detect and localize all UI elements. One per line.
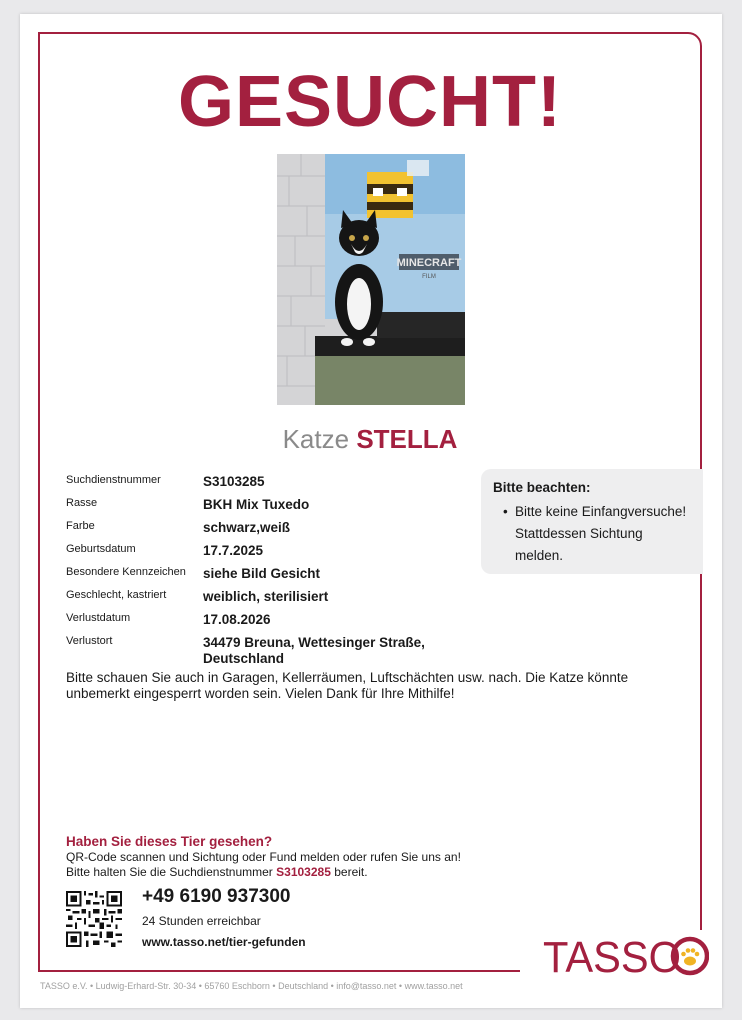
- tasso-logo: [543, 934, 709, 978]
- seen-instruction: QR-Code scannen und Sichtung oder Fund melden oder rufen Sie uns an!: [66, 850, 461, 864]
- detail-value: weiblich, sterilisiert: [203, 589, 329, 604]
- detail-label: Farbe: [66, 520, 95, 532]
- detail-label: Besondere Kennzeichen: [66, 566, 186, 578]
- detail-label: Rasse: [66, 497, 98, 509]
- detail-label: Geburtsdatum: [66, 543, 136, 555]
- detail-label: Suchdienstnummer: [66, 474, 161, 486]
- logo-text: TASSO: [543, 934, 681, 978]
- reference-number: S3103285: [276, 865, 331, 879]
- seen-reference-line: [66, 865, 666, 880]
- photo-poster-subtext: FILM: [422, 274, 436, 280]
- contact-section: [66, 833, 666, 880]
- reference-prefix: Bitte halten Sie die Suchdienstnummer: [66, 865, 273, 879]
- detail-row: [66, 495, 466, 513]
- cat-photo: [277, 154, 465, 405]
- animal-name: STELLA: [356, 424, 458, 454]
- detail-row: [66, 518, 466, 536]
- detail-value: 17.7.2025: [203, 543, 264, 558]
- animal-type: Katze: [282, 424, 350, 454]
- website-link[interactable]: www.tasso.net/tier-gefunden: [142, 935, 306, 949]
- photo-poster-text: MINECRAFT: [396, 257, 462, 269]
- detail-value: schwarz,weiß: [203, 520, 291, 535]
- availability-text: 24 Stunden erreichbar: [142, 914, 261, 928]
- detail-value: siehe Bild Gesicht: [203, 566, 321, 581]
- notice-box: [481, 469, 703, 574]
- notice-heading: Bitte beachten:: [493, 480, 591, 495]
- reference-suffix: bereit.: [334, 865, 368, 879]
- notice-item: [493, 501, 691, 567]
- detail-value: 17.08.2026: [203, 612, 271, 627]
- detail-row: [66, 587, 466, 605]
- detail-row: [66, 610, 466, 628]
- appeal-paragraph: Bitte schauen Sie auch in Garagen, Kellerräumen, Luftschächten usw. nach. Die Katze könnte unbemerkt eingesperrt worden sein. Vielen Dank für Ihre Mithilfe!: [66, 670, 629, 701]
- detail-label: Verlustort: [66, 635, 113, 647]
- notice-text: Bitte keine Einfangversuche! Stattdessen Sichtung melden.: [515, 504, 687, 563]
- detail-value: 34479 Breuna, Wettesinger Straße, Deutschland: [203, 635, 425, 666]
- detail-value: S3103285: [203, 474, 265, 489]
- detail-row: [66, 472, 466, 490]
- qr-code-icon[interactable]: [66, 891, 122, 947]
- bullet-icon: •: [503, 504, 508, 519]
- detail-row: [66, 541, 466, 559]
- details-table: [66, 472, 466, 672]
- detail-label: Geschlecht, kastriert: [66, 589, 167, 601]
- phone-number[interactable]: +49 6190 937300: [142, 886, 291, 907]
- seen-question: Haben Sie dieses Tier gesehen?: [66, 834, 273, 849]
- detail-row: [66, 633, 466, 667]
- animal-name-line: [38, 422, 702, 456]
- headline: GESUCHT!: [178, 62, 562, 142]
- detail-value: BKH Mix Tuxedo: [203, 497, 310, 512]
- detail-label: Verlustdatum: [66, 612, 131, 624]
- footer-address: TASSO e.V. • Ludwig-Erhard-Str. 30-34 • 65760 Eschborn • Deutschland • info@tasso.net • www.tasso.net: [40, 981, 463, 991]
- detail-row: [66, 564, 466, 582]
